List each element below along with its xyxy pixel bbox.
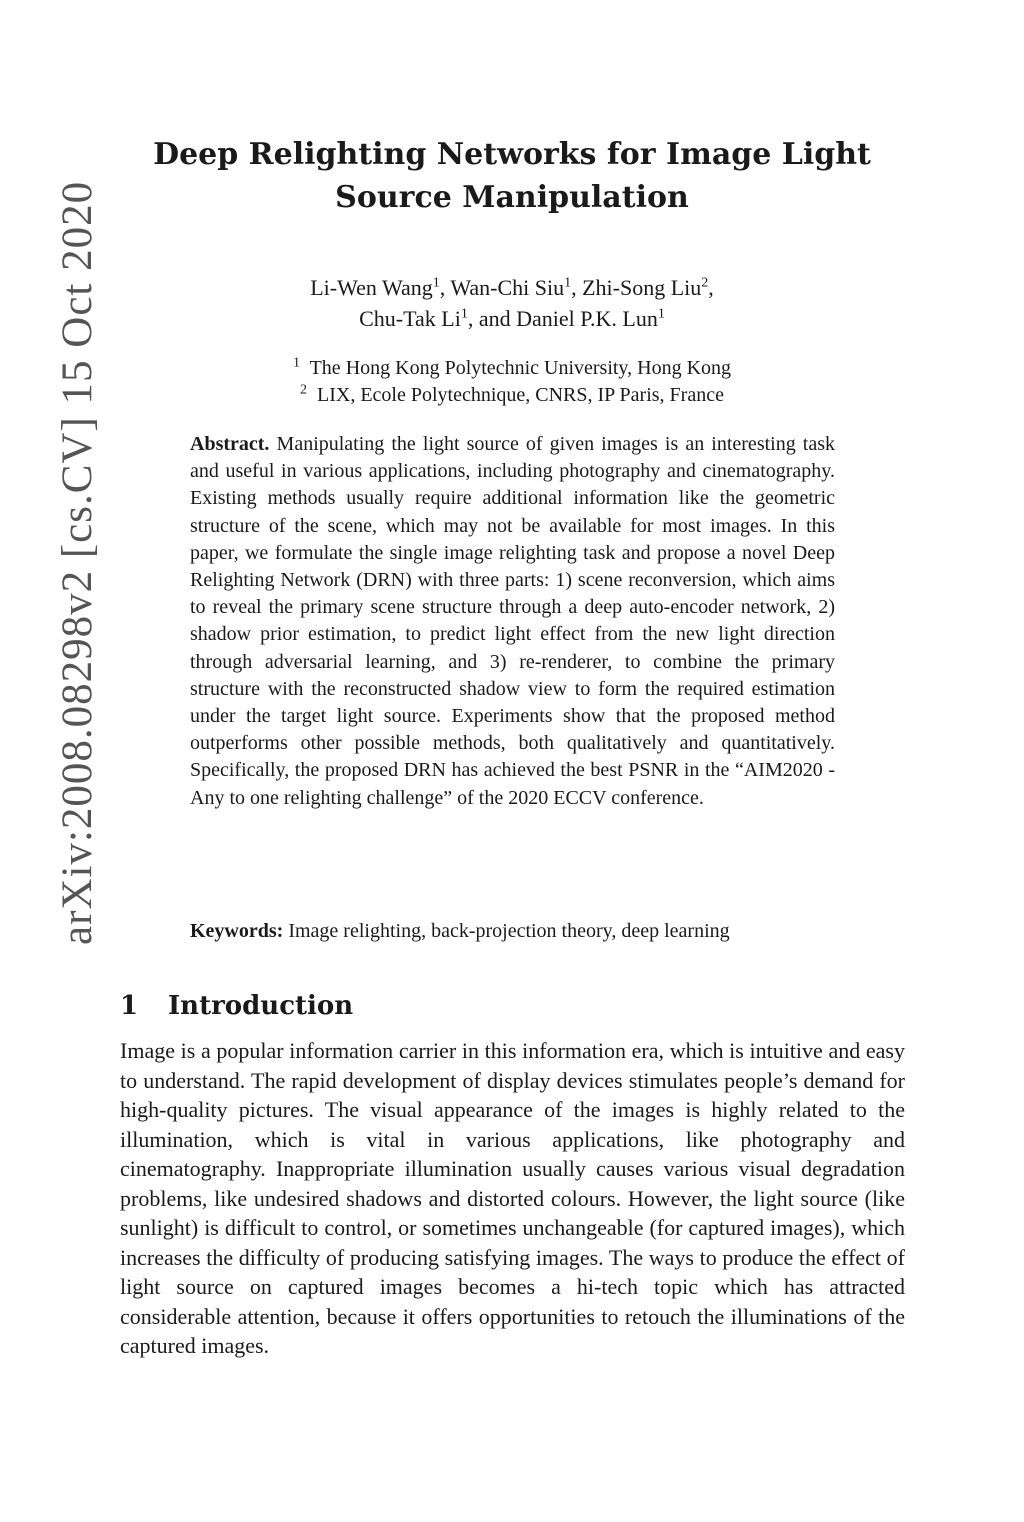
section-number: 1	[120, 991, 139, 1021]
author-affiliation-mark: 1	[432, 275, 440, 291]
affiliation-mark: 2	[300, 382, 307, 398]
paper-title	[110, 133, 914, 219]
abstract-text: Manipulating the light source of given images is an interesting task and useful in various applications, including photography and cinematography. Existing methods usually require additional information like the geometric structure of the scene, which may not be available for most images. In this paper, we formulate the single image relighting task and propose a novel Deep Relighting Network (DRN) with three parts: 1) scene reconversion, which aims to reveal the primary scene structure through a deep auto-encoder network, 2) shadow prior estimation, to predict light effect from the new light direction through adversarial learning, and 3) re-renderer, to combine the primary structure with the reconstructed shadow view to form the required estimation under the target light source. Experiments show that the proposed method outperforms other possible methods, both qualitatively and quantitatively. Specifically, the proposed DRN has achieved the best PSNR in the “AIM2020 - Any to one relighting challenge” of the 2020 ECCV conference.	[190, 433, 836, 809]
author-name: Daniel P.K. Lun	[516, 306, 658, 331]
section-title: Introduction	[168, 991, 354, 1021]
author-name: Chu-Tak Li	[359, 306, 461, 331]
arxiv-identifier: arXiv:2008.08298v2 [cs.CV] 15 Oct 2020	[54, 180, 101, 945]
intro-paragraph: Image is a popular information carrier in this information era, which is intuitive and easy to understand. The rapid development of display devices stimulates people’s demand for high-quality pictures. The visual appearance of the images is highly related to the illumination, which is vital in various applications, like photography and cinematography. Inappropriate illumination usually causes various visual degradation problems, like undesired shadows and distorted colours. However, the light source (like sunlight) is difficult to control, or sometimes unchangeable (for captured images), which increases the difficulty of producing satisfying images. The ways to produce the effect of light source on captured images becomes a hi-tech topic which has attracted considerable attention, because it offers opportunities to retouch the illuminations of the captured images.	[120, 1038, 905, 1358]
author-list	[110, 272, 914, 334]
author-affiliation-mark: 1	[564, 275, 572, 291]
keywords-text: Image relighting, back-projection theory, deep learning	[288, 920, 730, 942]
keywords-label: Keywords:	[190, 920, 284, 942]
author-line-2: Chu-Tak Li$^1$, and Daniel P.K. Lun$^1$	[359, 306, 665, 331]
author-affiliation-mark: 1	[460, 306, 468, 322]
author-name: Li-Wen Wang	[310, 275, 433, 300]
affiliations	[110, 355, 914, 409]
author-line-1: Li-Wen Wang$^1$, Wan-Chi Siu$^1$, Zhi-Song Liu$^2$,	[310, 275, 714, 300]
affiliation-2	[110, 382, 914, 409]
abstract-label: Abstract.	[190, 433, 270, 455]
author-conjunction: and	[478, 306, 511, 331]
affiliation-1	[110, 355, 914, 382]
author-name: Wan-Chi Siu	[450, 275, 565, 300]
abstract	[190, 431, 835, 812]
affiliation-mark: 1	[292, 355, 300, 371]
affiliation-text: The Hong Kong Polytechnic University, Hong Kong	[309, 357, 732, 379]
author-affiliation-mark: 1	[657, 306, 665, 322]
section-heading	[120, 988, 353, 1024]
title-line-2: Source Manipulation	[335, 180, 689, 215]
affiliation-text: LIX, Ecole Polytechnique, CNRS, IP Paris, France	[317, 384, 724, 406]
keywords	[190, 918, 835, 945]
author-affiliation-mark: 2	[701, 275, 709, 291]
author-name: Zhi-Song Liu	[582, 275, 702, 300]
title-line-1: Deep Relighting Networks for Image Light	[153, 137, 871, 172]
